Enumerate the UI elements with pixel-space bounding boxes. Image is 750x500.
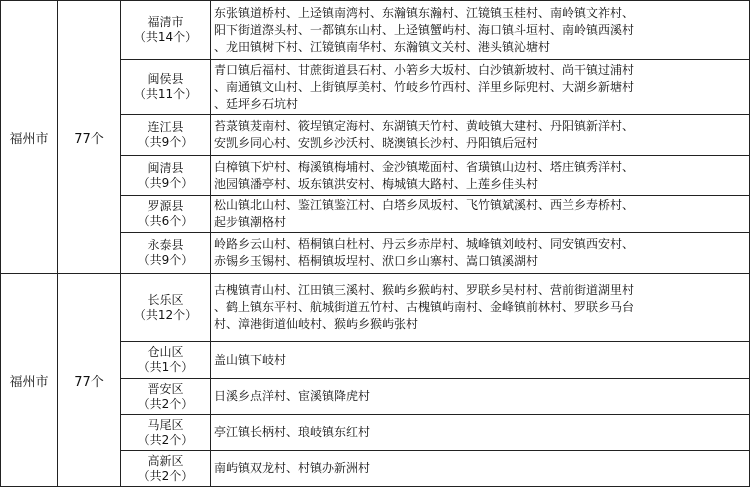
village-line: 南屿镇双龙村、村镇办新洲村: [214, 461, 371, 475]
county-cell: [121, 379, 211, 415]
county-cell: [121, 342, 211, 379]
villages-cell: [211, 415, 750, 451]
count-cell: 77个: [58, 1, 121, 274]
village-line: 日溪乡点洋村、宦溪镇降虎村: [214, 389, 371, 403]
villages-cell: [211, 156, 750, 196]
village-line: 岭路乡云山村、梧桐镇白杜村、丹云乡赤岸村、城峰镇刘岐村、同安镇西安村、: [214, 237, 635, 251]
county-cell: [121, 1, 211, 60]
village-line: 、廷坪乡石坑村: [214, 96, 299, 111]
village-line: 、龙田镇树下村、江镜镇南华村、东瀚镇文关村、港头镇沁塘村: [214, 39, 551, 54]
county-name: 晋安区: [147, 381, 184, 396]
village-line: 东张镇道桥村、上迳镇南湾村、东瀚镇东瀚村、江镜镇玉桂村、南岭镇文祚村、: [214, 5, 635, 20]
table-row: [1, 274, 750, 342]
county-total: （共14个）: [133, 30, 198, 44]
village-line: 盖山镇下岐村: [214, 352, 287, 367]
county-name: 仓山区: [147, 345, 184, 359]
county-total: （共9个）: [137, 175, 194, 190]
table-body: [1, 1, 750, 487]
villages-cell: [211, 379, 750, 415]
county-name: 高新区: [147, 453, 184, 468]
county-cell: [121, 60, 211, 115]
county-cell: [121, 415, 211, 451]
village-line: 安凯乡同心村、安凯乡沙沃村、晓澳镇长沙村、丹阳镇后冠村: [214, 136, 539, 150]
county-cell: [121, 156, 211, 196]
county-cell: [121, 115, 211, 156]
county-total: （共9个）: [137, 253, 194, 267]
villages-cell: [211, 1, 750, 60]
village-line: 、鹤上镇东平村、航城街道五竹村、古槐镇屿南村、金峰镇前林村、罗联乡马台: [214, 300, 635, 314]
county-total: （共9个）: [137, 135, 194, 149]
villages-cell: [211, 60, 750, 115]
county-name: 罗源县: [147, 199, 184, 213]
village-line: 、南通镇文山村、上街镇厚美村、竹岐乡竹西村、洋里乡际兜村、大湖乡新塘村: [214, 79, 635, 94]
village-line: 青口镇后福村、甘蔗街道县石村、小箬乡大坂村、白沙镇新坡村、尚干镇过浦村: [214, 62, 635, 77]
villages-cell: [211, 274, 750, 342]
county-name: 长乐区: [147, 292, 184, 307]
county-name: 连江县: [147, 120, 184, 134]
city-cell: 福州市: [1, 274, 58, 487]
county-cell: [121, 196, 211, 233]
village-line: 松山镇北山村、鉴江镇鉴江村、白塔乡凤坂村、飞竹镇斌溪村、西兰乡寿桥村、: [214, 198, 635, 212]
county-name: 闽清县: [147, 160, 184, 175]
village-line: 古槐镇青山村、江田镇三溪村、猴屿乡猴屿村、罗联乡吴村村、营前街道湖里村: [214, 283, 635, 297]
village-line: 起步镇潮格村: [214, 215, 287, 229]
village-line: 池园镇潘亭村、坂东镇洪安村、梅城镇大路村、上莲乡佳头村: [214, 176, 539, 191]
county-total: （共12个）: [133, 307, 198, 322]
county-name: 永泰县: [147, 238, 184, 252]
county-total: （共2个）: [137, 468, 194, 483]
villages-cell: [211, 451, 750, 487]
villages-cell: [211, 196, 750, 233]
county-cell: [121, 233, 211, 274]
county-total: （共1个）: [137, 360, 194, 374]
villages-cell: [211, 233, 750, 274]
county-cell: [121, 274, 211, 342]
county-name: 福清市: [147, 15, 184, 29]
county-total: （共2个）: [137, 396, 194, 411]
village-line: 亭江镇长柄村、琅岐镇东红村: [214, 425, 371, 439]
villages-cell: [211, 115, 750, 156]
county-total: （共2个）: [137, 432, 194, 447]
village-line: 苔菉镇茇南村、筱埕镇定海村、东湖镇天竹村、黄岐镇大建村、丹阳镇新洋村、: [214, 119, 635, 133]
village-line: 白樟镇下炉村、梅溪镇梅埔村、金沙镇墘面村、省璜镇山边村、塔庄镇秀洋村、: [214, 159, 635, 174]
county-name: 闽侯县: [147, 72, 184, 86]
county-cell: [121, 451, 211, 487]
village-line: 阳下街道漈头村、一都镇东山村、上迳镇蟹屿村、海口镇斗垣村、南岭镇西溪村: [214, 22, 635, 37]
table-row: [1, 1, 750, 60]
county-total: （共11个）: [133, 87, 198, 101]
village-line: 村、漳港街道仙岐村、猴屿乡猴屿张村: [214, 317, 419, 331]
count-cell: 77个: [58, 274, 121, 487]
county-name: 马尾区: [147, 417, 184, 432]
villages-cell: [211, 342, 750, 379]
city-cell: 福州市: [1, 1, 58, 274]
county-total: （共6个）: [137, 214, 194, 228]
village-line: 赤锡乡玉锡村、梧桐镇坂埕村、洑口乡山寨村、嵩口镇溪湖村: [214, 254, 539, 268]
